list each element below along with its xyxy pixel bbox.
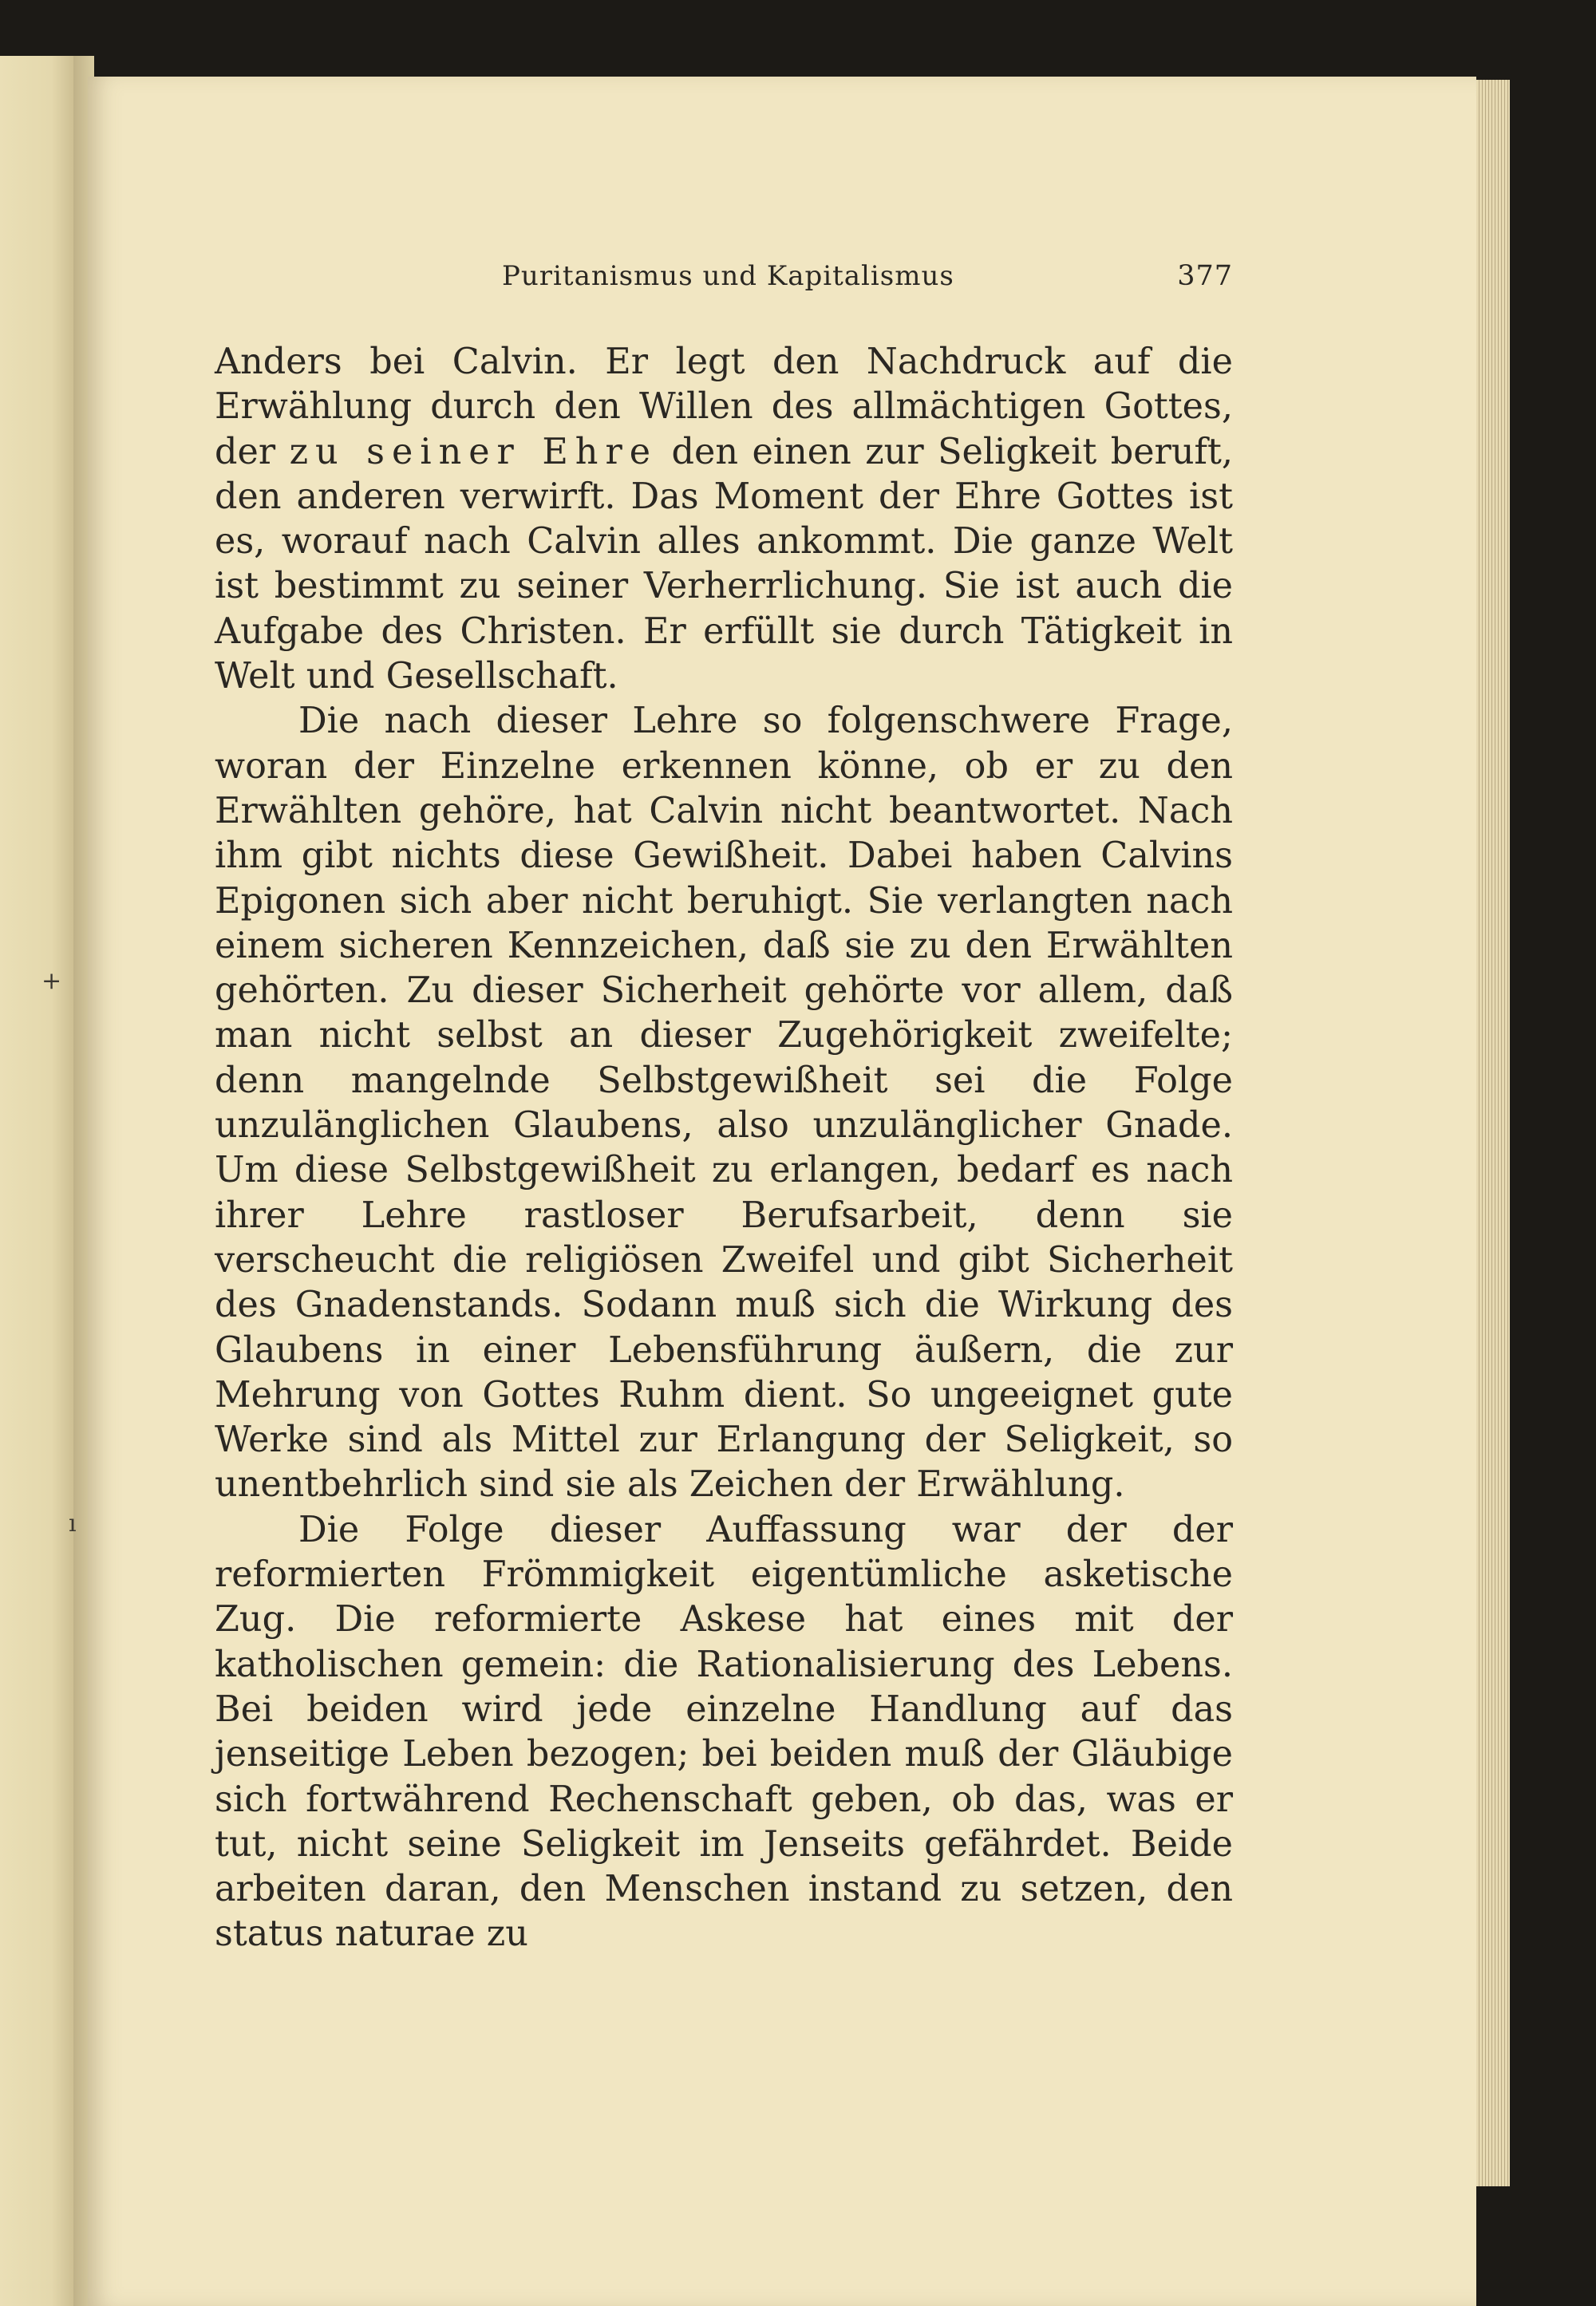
margin-mark-top: + (41, 967, 62, 995)
page-text-block (215, 255, 1233, 1957)
page-stack-edges (1476, 80, 1510, 2186)
running-title: Puritanismus und Kapitalismus (502, 260, 954, 292)
paragraph-1-end: den einen zur Seligkeit beruft, den anderen verwirft. Das Moment der Ehre Gottes ist es, worauf nach Calvin alles ankommt. Die ganze Welt ist bestimmt zu seiner Verherrlichung. Sie ist auch die Aufgabe des Christen. Er erfüllt sie durch Tätigkeit in Welt und Gesellschaft. (215, 431, 1233, 697)
paragraph-1-start: Anders bei Calvin. Er legt den Nachdruck auf die Erwählung durch den Willen des allmächtigen Gottes, der (215, 342, 1233, 472)
facing-page-edge (0, 56, 73, 2306)
paragraph-1-emphasis: zu seiner Ehre (289, 431, 658, 472)
running-head (215, 255, 1233, 300)
page-number: 377 (1177, 260, 1233, 292)
paragraph-1 (215, 340, 1233, 699)
paragraph-2: Die nach dieser Lehre so folgenschwere Frage, woran der Einzelne erkennen könne, ob er zu den Erwählten gehöre, hat Calvin nicht beantwortet. Nach ihm gibt nichts diese Gewißheit. Dabei haben Calvins Epigonen sich aber nicht beruhigt. Sie verlangten nach einem sicheren Kennzeichen, daß sie zu den Erwählten gehörten. Zu dieser Sicherheit gehörte vor allem, daß man nicht selbst an dieser Zugehörigkeit zweifelte; denn mangelnde Selbstgewißheit sei die Folge unzulänglichen Glaubens, also unzulänglicher Gnade. Um diese Selbstgewißheit zu erlangen, bedarf es nach ihrer Lehre rastloser Berufsarbeit, denn sie verscheucht die religiösen Zweifel und gibt Sicherheit des Gnadenstands. Sodann muß sich die Wirkung des Glaubens in einer Lebensführung äußern, die zur Mehrung von Gottes Ruhm dient. So ungeeignet gute Werke sind als Mittel zur Erlangung der Seligkeit, so unentbehrlich sind sie als Zeichen der Erwählung. (215, 701, 1233, 1506)
paragraph-3: Die Folge dieser Auffassung war der der reformierten Frömmigkeit eigentümliche asketische Zug. Die reformierte Askese hat eines mit der katholischen gemein: die Rationalisierung des Lebens. Bei beiden wird jede einzelne Handlung auf das jenseitige Leben bezogen; bei beiden muß der Gläubige sich fortwährend Rechenschaft geben, ob das, was er tut, nicht seine Seligkeit im Jenseits gefährdet. Beide arbeiten daran, den Menschen instand zu setzen, den status naturae zu (215, 1509, 1233, 1955)
margin-mark-bottom: ı (69, 1510, 77, 1538)
